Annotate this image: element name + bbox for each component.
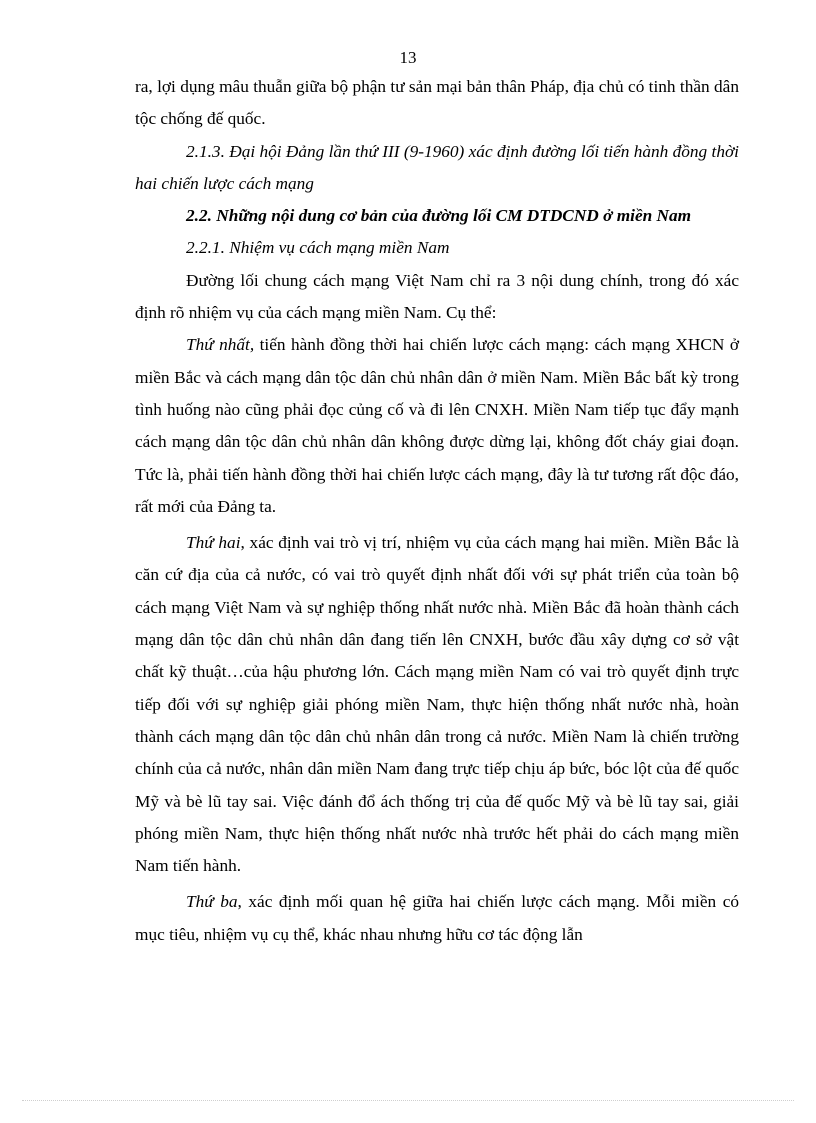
paragraph-second-point: [135, 527, 739, 882]
paragraph-text: tiến hành đồng thời hai chiến lược cách mạng: cách mạng XHCN ở miền Bắc và cách mạng dân tộc dân chủ nhân dân ở miền Nam. Miền Bắc bất kỳ trong tình huống nào cũng phải đọc củng cố và đi lên CNXH. Miền Nam tiếp tục đẩy mạnh cách mạng dân tộc dân chủ nhân dân không được dừng lại, không đốt cháy giai đoạn. Tức là, phải tiến hành đồng thời hai chiến lược cách mạng, đây là tư tương rất độc đáo, rất mới của Đảng ta.: [135, 335, 739, 516]
paragraph-first-point: [135, 329, 739, 523]
paragraph-text: , xác định vai trò vị trí, nhiệm vụ của cách mạng hai miền. Miền Bắc là căn cứ địa của cả nước, có vai trò quyết định nhất đối với sự phát triển của toàn bộ cách mạng Việt Nam và sự nghiệp thống nhất nước nhà. Miền Bắc đã hoàn thành cách mạng dân tộc dân chủ nhân dân đang tiến lên CNXH, bước đầu xây dựng cơ sở vật chất kỹ thuật…của hậu phương lớn. Cách mạng miền Nam có vai trò quyết định trực tiếp đối với sự nghiệp giải phóng miền Nam, thực hiện thống nhất nước nhà, hoàn thành cách mạng dân tộc dân chủ nhân dân trong cả nước. Miền Nam là chiến trường chính của cả nước, nhân dân miền Nam đang trực tiếp chịu áp bức, bóc lột của đế quốc Mỹ và bè lũ tay sai. Việc đánh đổ ách thống trị của đế quốc Mỹ và bè lũ tay sai, giải phóng miền Nam, thực hiện thống nhất nước nhà trước hết phải do cách mạng miền Nam tiến hành.: [135, 533, 739, 876]
page-footer-divider: [22, 1100, 794, 1101]
lead-phrase: Thứ ba: [186, 892, 238, 912]
lead-phrase: Thứ hai: [186, 533, 241, 553]
paragraph-text: , xác định mối quan hệ giữa hai chiến lược cách mạng. Mỗi miền có mục tiêu, nhiệm vụ cụ thể, khác nhau nhưng hữu cơ tác động lẫn: [135, 892, 740, 944]
paragraph-continuation: ra, lợi dụng mâu thuẫn giữa bộ phận tư sản mại bản thân Pháp, địa chủ có tinh thần dân tộc chống đế quốc.: [135, 77, 739, 129]
section-heading-2-2-1: 2.2.1. Nhiệm vụ cách mạng miền Nam: [186, 238, 450, 258]
section-heading-2-1-3: 2.1.3. Đại hội Đảng lần thứ III (9-1960) xác định đường lối tiến hành đồng thời hai chiến lược cách mạng: [135, 141, 739, 193]
paragraph-third-point: [135, 886, 739, 951]
page-number: 13: [399, 48, 417, 67]
section-heading-2-2: 2.2. Những nội dung cơ bản của đường lối CM DTDCND ở miền Nam: [186, 206, 692, 226]
paragraph-intro: Đường lối chung cách mạng Việt Nam chỉ ra 3 nội dung chính, trong đó xác định rõ nhiệm vụ của cách mạng miền Nam. Cụ thể:: [135, 270, 739, 323]
document-body: [135, 71, 739, 951]
lead-phrase: Thứ nhất,: [186, 335, 255, 355]
